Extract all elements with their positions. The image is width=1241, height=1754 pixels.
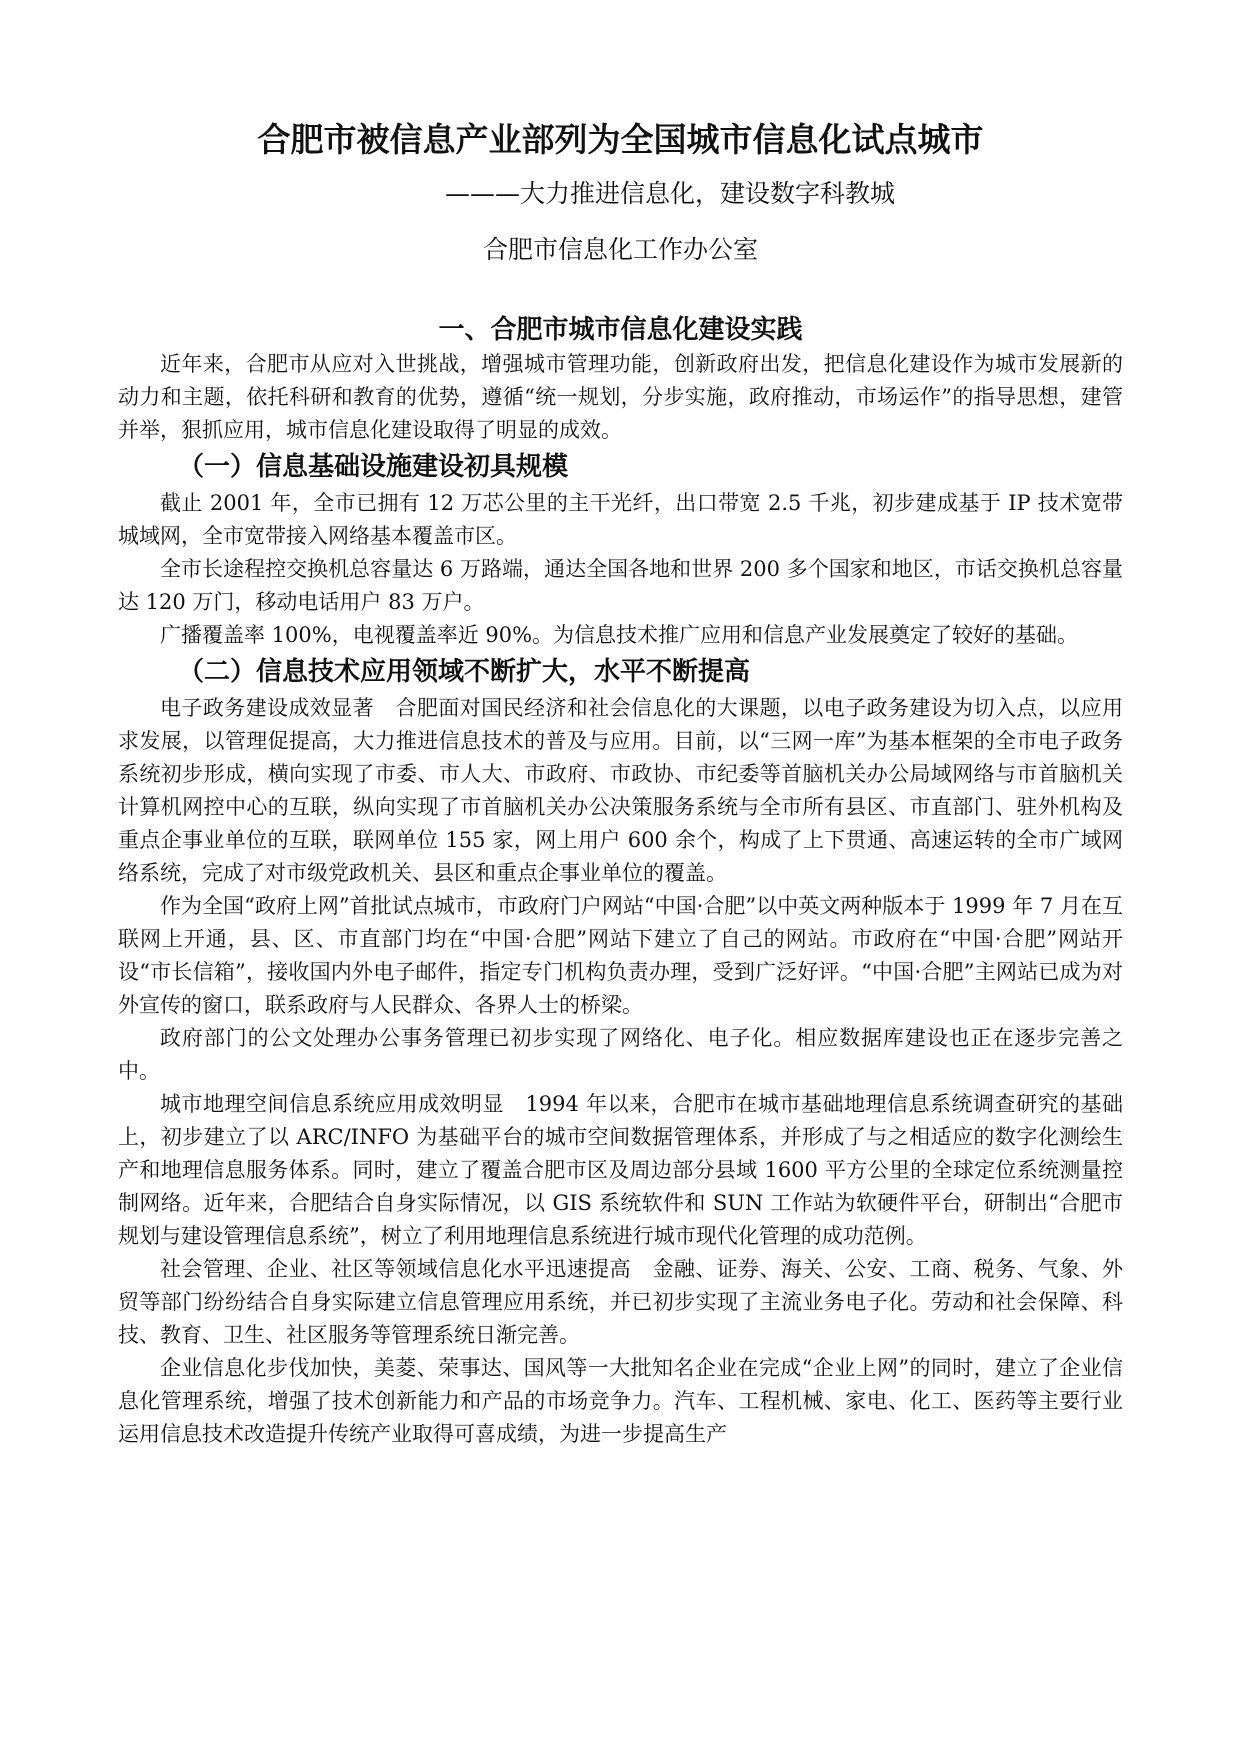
paragraph: 作为全国“政府上网”首批试点城市，市政府门户网站“中国·合肥”以中英文两种版本于 1999 年 7 月在互联网上开通，县、区、市直部门均在“中国·合肥”网站下建立了自己的网站。市政府在“中国·合肥”网站开设“市长信箱”，接收国内外电子邮件，指定专门机构负责办理，受到广泛好评。“中国·合肥”主网站已成为对外宣传的窗口，联系政府与人民群众、各界人士的桥梁。 — [118, 894, 1123, 1017]
paragraph: 全市长途程控交换机总容量达 6 万路端，通达全国各地和世界 200 多个国家和地区，市话交换机总容量达 120 万门，移动电话用户 83 万户。 — [118, 557, 1123, 614]
document-subtitle: ———大力推进信息化，建设数字科教城 — [444, 179, 895, 208]
paragraph: 截止 2001 年，全市已拥有 12 万芯公里的主干光纤，出口带宽 2.5 千兆，初步建成基于 IP 技术宽带城域网，全市宽带接入网络基本覆盖市区。 — [118, 491, 1123, 548]
paragraph: 政府部门的公文处理办公事务管理已初步实现了网络化、电子化。相应数据库建设也正在逐步完善之中。 — [118, 1026, 1123, 1083]
section-heading: 一、合肥市城市信息化建设实践 — [438, 315, 803, 345]
paragraph: 广播覆盖率 100%，电视覆盖率近 90%。为信息技术推广应用和信息产业发展奠定了较好的基础。 — [160, 623, 1079, 647]
subsection-heading: （二）信息技术应用领域不断扩大，水平不断提高 — [178, 657, 751, 687]
paragraph: 企业信息化步伐加快，美菱、荣事达、国风等一大批知名企业在完成“企业上网”的同时，建立了企业信息化管理系统，增强了技术创新能力和产品的市场竞争力。汽车、工程机械、家电、化工、医药等主要行业运用信息技术改造提升传统产业取得可喜成绩，为进一步提高生产 — [118, 1356, 1123, 1446]
paragraph: 城市地理空间信息系统应用成效明显 1994 年以来，合肥市在城市基础地理信息系统调查研究的基础上，初步建立了以 ARC/INFO 为基础平台的城市空间数据管理体系，并形成了与之相适应的数字化测绘生产和地理信息服务体系。同时，建立了覆盖合肥市区及周边部分县域 1600 平方公里的全球定位系统测量控制网络。近年来，合肥结合自身实际情况，以 GIS 系统软件和 SUN 工作站为软硬件平台，研制出“合肥市规划与建设管理信息系统”，树立了利用地理信息系统进行城市现代化管理的成功范例。 — [118, 1092, 1123, 1248]
document-title: 合肥市被信息产业部列为全国城市信息化试点城市 — [257, 120, 984, 159]
subsection-heading: （一）信息基础设施建设初具规模 — [178, 452, 569, 482]
paragraph: 近年来，合肥市从应对入世挑战，增强城市管理功能，创新政府出发，把信息化建设作为城市发展新的动力和主题，依托科研和教育的优势，遵循“统一规划，分步实施，政府推动，市场运作”的指导思想，建管并举，狠抓应用，城市信息化建设取得了明显的成效。 — [118, 352, 1123, 442]
paragraph: 社会管理、企业、社区等领域信息化水平迅速提高 金融、证券、海关、公安、工商、税务、气象、外贸等部门纷纷结合自身实际建立信息管理应用系统，并已初步实现了主流业务电子化。劳动和社会保障、科技、教育、卫生、社区服务等管理系统日渐完善。 — [118, 1257, 1123, 1347]
document-author: 合肥市信息化工作办公室 — [482, 235, 758, 264]
paragraph: 电子政务建设成效显著 合肥面对国民经济和社会信息化的大课题，以电子政务建设为切入点，以应用求发展，以管理促提高，大力推进信息技术的普及与应用。目前，以“三网一库”为基本框架的全市电子政务系统初步形成，横向实现了市委、市人大、市政府、市政协、市纪委等首脑机关办公局域网络与市首脑机关计算机网控中心的互联，纵向实现了市首脑机关办公决策服务系统与全市所有县区、市直部门、驻外机构及重点企事业单位的互联，联网单位 155 家，网上用户 600 余个，构成了上下贯通、高速运转的全市广域网络系统，完成了对市级党政机关、县区和重点企事业单位的覆盖。 — [118, 696, 1123, 885]
